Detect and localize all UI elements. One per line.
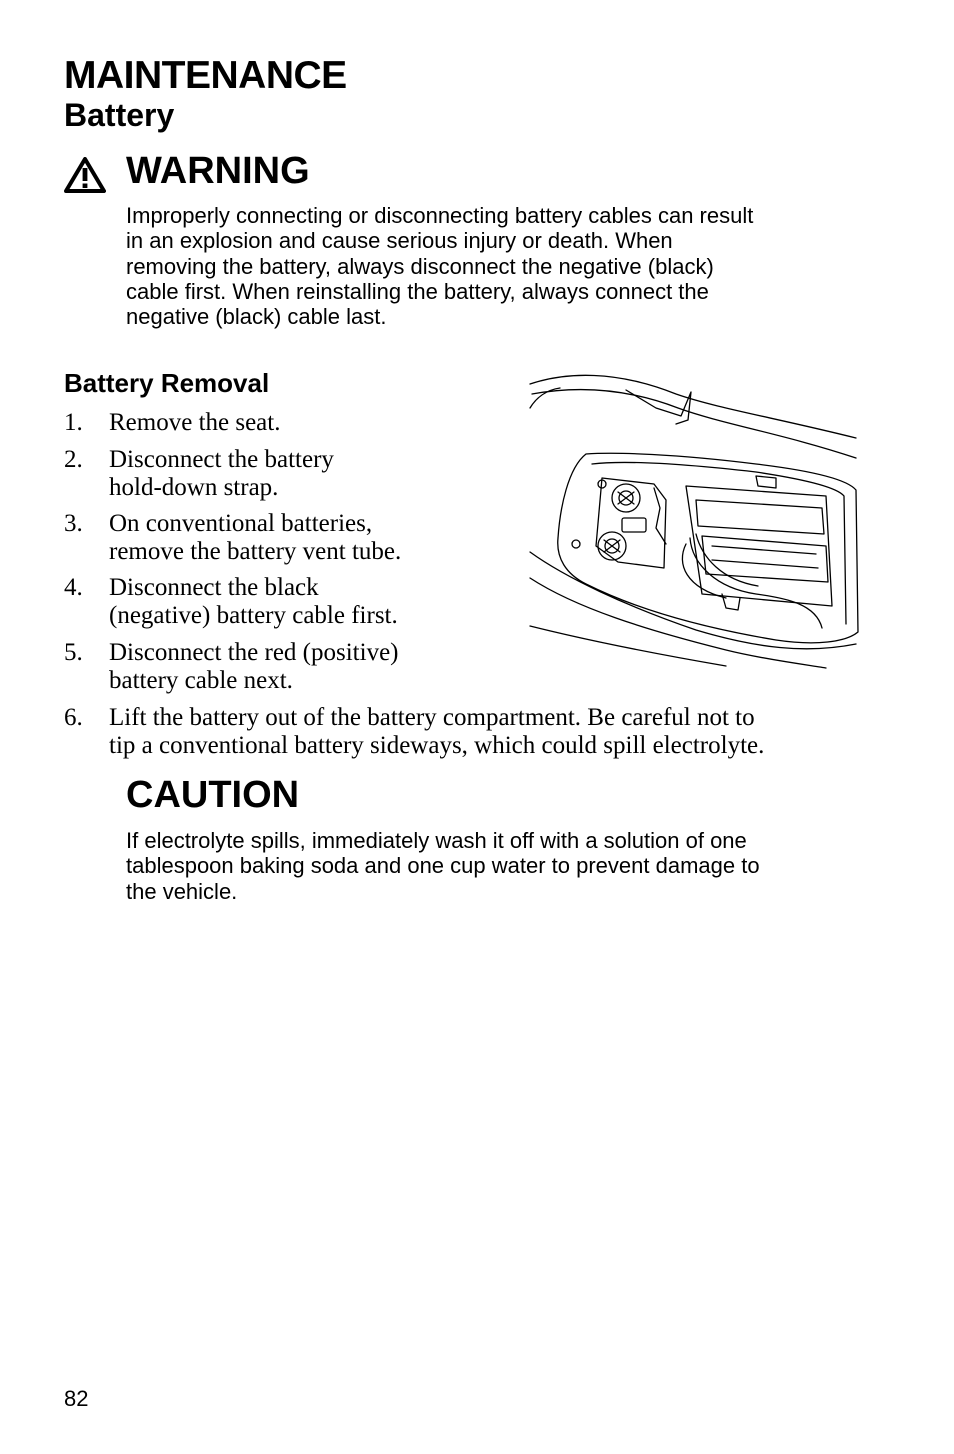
caution-line: tablespoon baking soda and one cup water to prevent damage to — [126, 853, 760, 879]
step-line: remove the battery vent tube. — [109, 538, 402, 565]
warning-line: cable first. When reinstalling the battery, always connect the — [126, 278, 709, 304]
step-text — [109, 409, 280, 437]
warning-triangle-icon — [64, 157, 106, 193]
step-text — [109, 510, 401, 566]
step-text — [109, 704, 764, 760]
step-line: battery cable next. — [109, 667, 293, 694]
caution-line: If electrolyte spills, immediately wash it off with a solution of one — [126, 828, 747, 853]
page-number: 82 — [64, 1386, 89, 1411]
step-line: Disconnect the black — [109, 574, 319, 601]
step-line: Remove the seat. — [109, 409, 281, 436]
step-number: 4. — [64, 574, 83, 601]
step-line: On conventional batteries, — [109, 510, 373, 537]
warning-line: negative (black) cable last. — [126, 304, 387, 330]
step-line: hold-down strap. — [109, 474, 279, 501]
step-number: 2. — [64, 446, 83, 473]
caution-text — [126, 828, 886, 904]
caution-title: CAUTION — [126, 774, 300, 816]
step-line: tip a conventional battery sideways, which could spill electrolyte. — [109, 732, 765, 759]
step-text — [109, 639, 399, 695]
battery-removal-heading: Battery Removal — [64, 368, 270, 398]
caution-line: the vehicle. — [126, 878, 238, 904]
warning-line: removing the battery, always disconnect the negative (black) — [126, 253, 714, 279]
step-line: Lift the battery out of the battery compartment. Be careful not to — [109, 704, 755, 731]
step-line: Disconnect the battery — [109, 446, 334, 473]
warning-line: Improperly connecting or disconnecting battery cables can result — [126, 203, 754, 228]
warning-title: WARNING — [126, 150, 310, 192]
battery-compartment-illustration — [526, 368, 862, 674]
step-line: (negative) battery cable first. — [109, 602, 398, 629]
warning-text — [126, 203, 866, 329]
step-text — [109, 446, 334, 502]
section-title: MAINTENANCE — [64, 54, 347, 97]
step-number: 1. — [64, 409, 83, 436]
step-number: 5. — [64, 639, 83, 666]
step-number: 3. — [64, 510, 83, 537]
warning-line: in an explosion and cause serious injury or death. When — [126, 228, 673, 254]
subsection-title: Battery — [64, 97, 175, 133]
step-line: Disconnect the red (positive) — [109, 639, 399, 666]
step-text — [109, 574, 398, 630]
step-number: 6. — [64, 704, 83, 731]
